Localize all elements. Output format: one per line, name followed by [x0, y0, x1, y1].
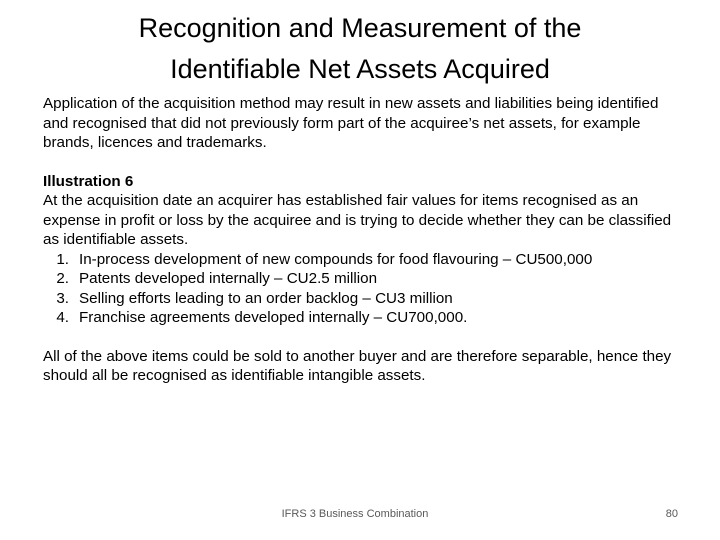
- slide-title: [40, 8, 680, 90]
- paragraph-gap: [43, 328, 683, 347]
- paragraph-gap: [43, 153, 683, 172]
- title-line-1: Recognition and Measurement of the: [138, 13, 582, 43]
- list-item-text: Patents developed internally – CU2.5 million: [79, 270, 378, 287]
- items-list: [43, 250, 683, 328]
- list-item-number: 1.: [56, 250, 69, 268]
- list-item-number: 3.: [56, 289, 69, 307]
- illustration-paragraph: At the acquisition date an acquirer has established fair values for items recognised as an expense in profit or loss by the acquiree and is trying to decide whether they can be classified as identifiable assets.: [43, 192, 672, 248]
- slide-body: [43, 94, 683, 386]
- list-item-text: Franchise agreements developed internally – CU700,000.: [79, 309, 468, 326]
- list-item: [43, 308, 683, 328]
- title-line-2: Identifiable Net Assets Acquired: [170, 54, 550, 84]
- list-item-text: In-process development of new compounds for food flavouring – CU500,000: [79, 250, 593, 268]
- list-item-text: Selling efforts leading to an order backlog – CU3 million: [79, 289, 453, 307]
- conclusion-paragraph: All of the above items could be sold to another buyer and are therefore separable, hence they should all be recognised as identifiable intangible assets.: [43, 347, 672, 384]
- list-item: [43, 289, 683, 309]
- illustration-heading: Illustration 6: [43, 172, 134, 190]
- intro-paragraph: Application of the acquisition method may result in new assets and liabilities being identified and recognised that did not previously form part of the acquiree’s net assets, for example brands, licences and trademarks.: [43, 95, 659, 151]
- list-item-number: 4.: [56, 309, 69, 326]
- page-number: 80: [665, 508, 678, 520]
- list-item: [43, 269, 683, 289]
- list-item-number: 2.: [56, 270, 69, 287]
- footer-title: IFRS 3 Business Combination: [281, 508, 429, 520]
- list-item: [43, 250, 683, 270]
